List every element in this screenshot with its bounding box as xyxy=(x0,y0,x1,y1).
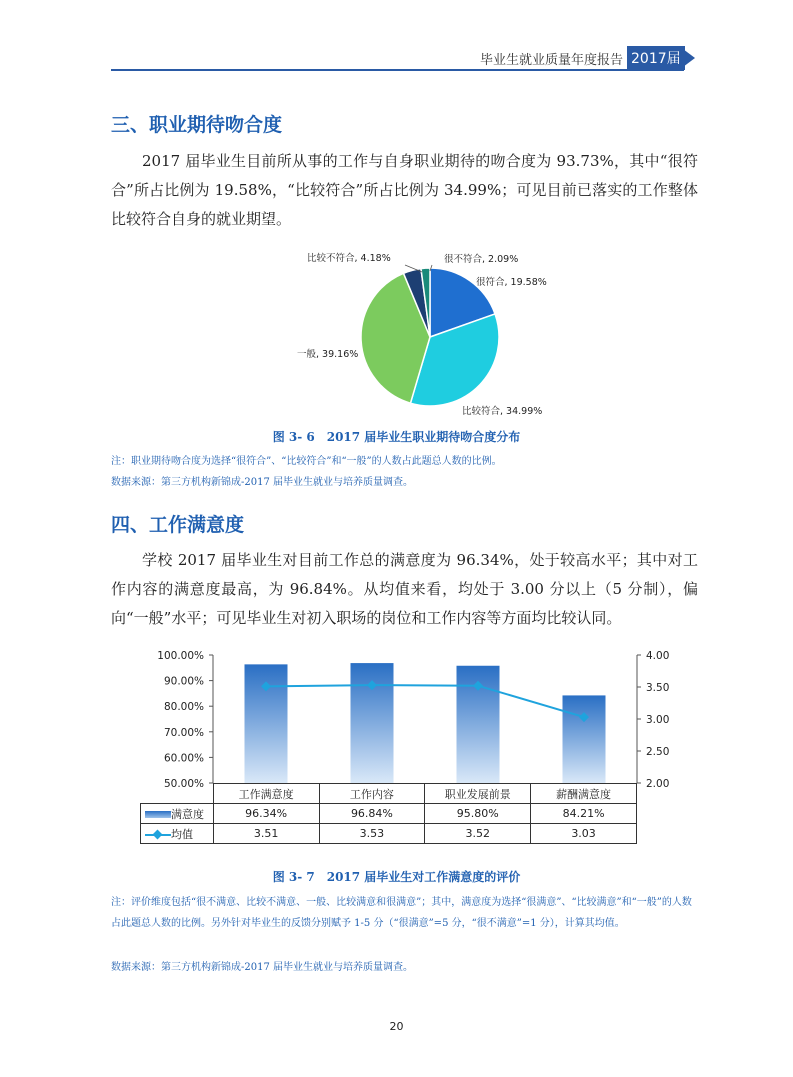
legend-bar-swatch-icon xyxy=(145,811,171,818)
legend-mean xyxy=(141,824,214,844)
table-header-cell: 职业发展前景 xyxy=(425,784,531,804)
left-tick-label: 70.00% xyxy=(163,726,204,739)
mean-line xyxy=(266,685,584,717)
table-row-mean xyxy=(141,824,637,844)
section-heading-expectation: 三、职业期待吻合度 xyxy=(111,114,283,136)
table-cell: 95.80% xyxy=(425,804,531,824)
pie-label-fairly-match: 比较符合, 34.99% xyxy=(462,406,543,417)
table-cell: 96.84% xyxy=(319,804,425,824)
legend-line-marker-icon xyxy=(145,830,171,840)
left-tick-label: 100.00% xyxy=(157,650,204,662)
legend-label: 均值 xyxy=(171,827,193,841)
figure-source-3-7: 数据来源：第三方机构新锦成-2017 届毕业生就业与培养质量调查。 xyxy=(111,962,414,973)
section-paragraph-satisfaction: 学校 2017 届毕业生对目前工作总的满意度为 96.34%，处于较高水平；其中对工作内容的满意度最高，为 96.84%。从均值来看，均处于 3.00 分以上（5 分制），偏向“一般”水平；可见毕业生对初入职场的岗位和工作内容等方面均比较认同。 xyxy=(111,551,698,627)
table-header-cell: 工作内容 xyxy=(319,784,425,804)
right-tick-label: 3.00 xyxy=(646,714,670,726)
left-tick-label: 90.00% xyxy=(163,675,204,688)
table-header-cell: 工作满意度 xyxy=(213,784,319,804)
pie-chart xyxy=(280,245,600,420)
pie-label-very-match: 很符合, 19.58% xyxy=(476,277,547,288)
legend-satisfaction xyxy=(141,804,214,824)
section-paragraph-expectation: 2017 届毕业生目前所从事的工作与自身职业期待的吻合度为 93.73%，其中“很符合”所占比例为 19.58%，“比较符合”所占比例为 34.99%；可见目前已落实的工作整体比较符合自身的就业期望。 xyxy=(111,152,698,228)
page-number: 20 xyxy=(389,1020,404,1033)
figure-source-3-6: 数据来源：第三方机构新锦成-2017 届毕业生就业与培养质量调查。 xyxy=(111,477,414,488)
left-tick-label: 60.00% xyxy=(163,752,204,765)
bar-3 xyxy=(563,695,606,783)
figure-caption-3-6: 图 3- 6 2017 届毕业生职业期待吻合度分布 xyxy=(272,430,521,444)
pie-label-very-mismatch: 很不符合, 2.09% xyxy=(444,254,519,265)
left-tick-label: 80.00% xyxy=(163,701,204,714)
table-cell: 3.52 xyxy=(425,824,531,844)
table-row-satisfaction xyxy=(141,804,637,824)
table-header-cell: 薪酬满意度 xyxy=(531,784,637,804)
legend-label: 满意度 xyxy=(171,807,204,821)
right-tick-label: 4.00 xyxy=(646,650,670,662)
right-tick-label: 2.50 xyxy=(646,746,670,758)
figure-note-3-7: 注：评价维度包括“很不满意、比较不满意、一般、比较满意和很满意”；其中，满意度为选择“很满意”、“比较满意”和“一般”的人数占此题总人数的比例。另外针对毕业生的反馈分别赋予 1-5 分（“很满意”=5 分，“很不满意”=1 分），计算其均值。 xyxy=(111,897,692,929)
right-tick-label: 2.00 xyxy=(646,778,670,790)
pie-label-average: 一般, 39.16% xyxy=(297,349,359,360)
table-cell: 96.34% xyxy=(213,804,319,824)
satisfaction-data-table xyxy=(140,783,637,844)
header-title: 毕业生就业质量年度报告 xyxy=(479,53,623,68)
pie-label-slightly-mismatch: 比较不符合, 4.18% xyxy=(307,253,391,264)
figure-note-3-6: 注：职业期待吻合度为选择“很符合”、“比较符合”和“一般”的人数占此题总人数的比例。 xyxy=(111,456,502,467)
left-tick-label: 50.00% xyxy=(163,778,204,790)
table-cell: 3.03 xyxy=(531,824,637,844)
right-tick-label: 3.50 xyxy=(646,682,670,694)
header-year-badge: 2017届 xyxy=(627,46,685,70)
table-cell: 3.53 xyxy=(319,824,425,844)
section-heading-satisfaction: 四、工作满意度 xyxy=(111,514,245,536)
header-arrow-icon xyxy=(679,46,695,70)
table-cell: 84.21% xyxy=(531,804,637,824)
table-cell: 3.51 xyxy=(213,824,319,844)
header-rule xyxy=(111,69,684,71)
figure-caption-3-7: 图 3- 7 2017 届毕业生对工作满意度的评价 xyxy=(272,870,521,884)
table-header-row xyxy=(141,784,637,804)
